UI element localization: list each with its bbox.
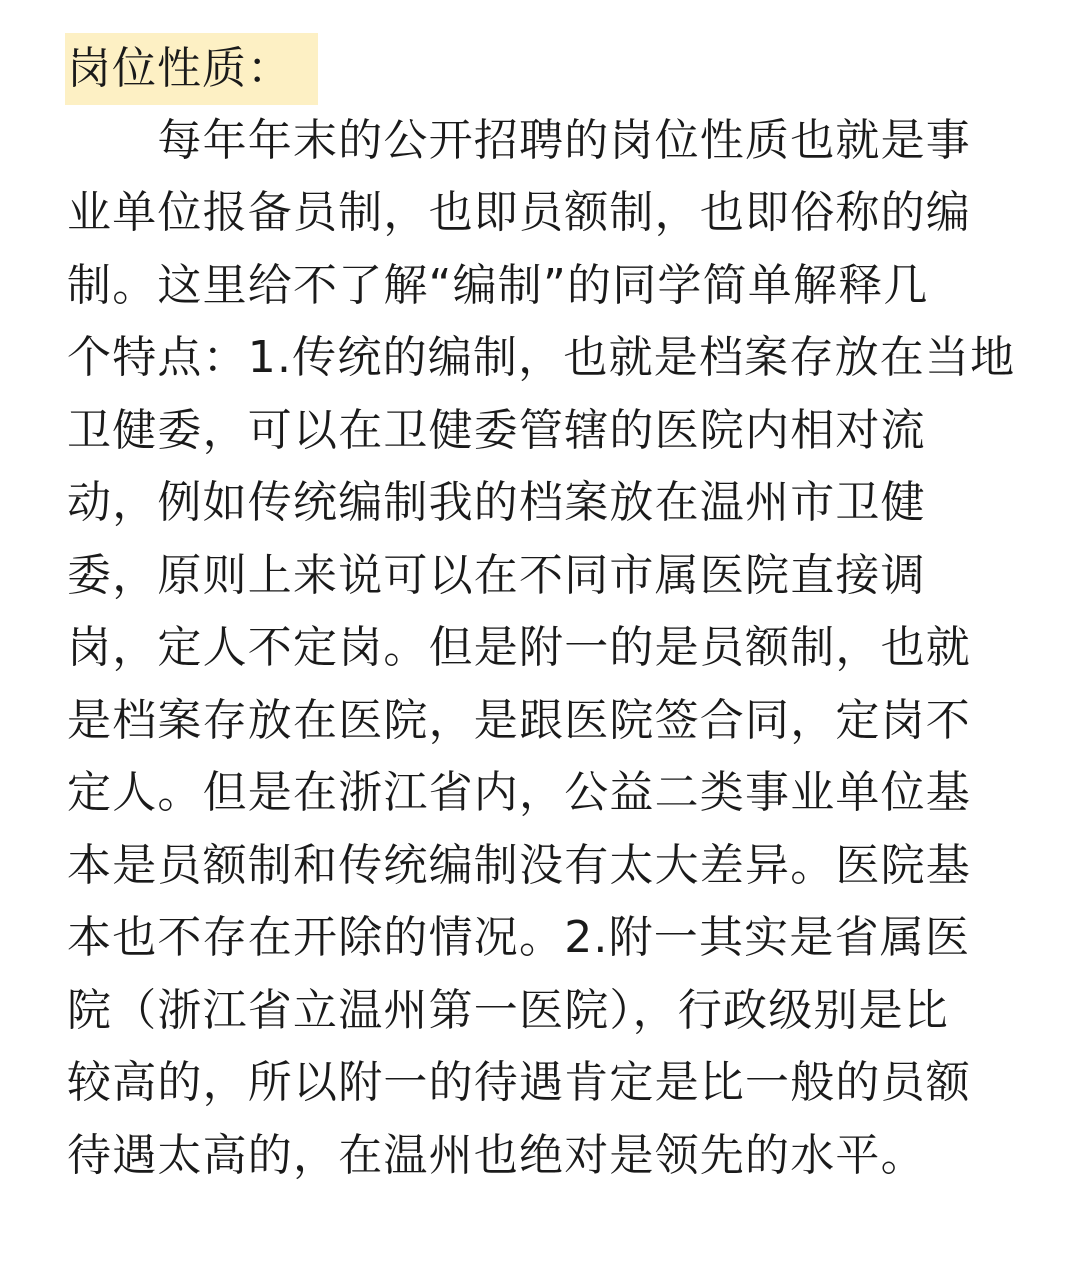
body-line: 制。这里给不了解“编制”的同学简单解释几: [67, 260, 929, 311]
body-line: 委，原则上来说可以在不同市属医院直接调: [67, 550, 926, 601]
body-line: 个特点：1.传统的编制，也就是档案存放在当地: [67, 332, 1016, 383]
body-line: 待遇太高的，在温州也绝对是领先的水平。: [67, 1130, 926, 1181]
body-line: 岗，定人不定岗。但是附一的是员额制，也就: [67, 622, 971, 673]
body-line: 定人。但是在浙江省内，公益二类事业单位基: [67, 767, 971, 818]
body-line: 卫健委，可以在卫健委管辖的医院内相对流: [67, 405, 926, 456]
body-line: 本是员额制和传统编制没有太大差异。医院基: [67, 840, 971, 891]
body-line: 动，例如传统编制我的档案放在温州市卫健: [67, 477, 926, 528]
body-line: 较高的，所以附一的待遇肯定是比一般的员额: [67, 1057, 971, 1108]
body-line: 是档案存放在医院，是跟医院签合同，定岗不: [67, 695, 971, 746]
body-line: 每年年末的公开招聘的岗位性质也就是事: [67, 115, 971, 166]
section-heading: 岗位性质：: [65, 33, 318, 105]
body-line: 业单位报备员制，也即员额制，也即俗称的编: [67, 187, 971, 238]
body-line: 院（浙江省立温州第一医院），行政级别是比: [67, 985, 949, 1036]
body-line: 本也不存在开除的情况。2.附一其实是省属医: [67, 912, 971, 963]
